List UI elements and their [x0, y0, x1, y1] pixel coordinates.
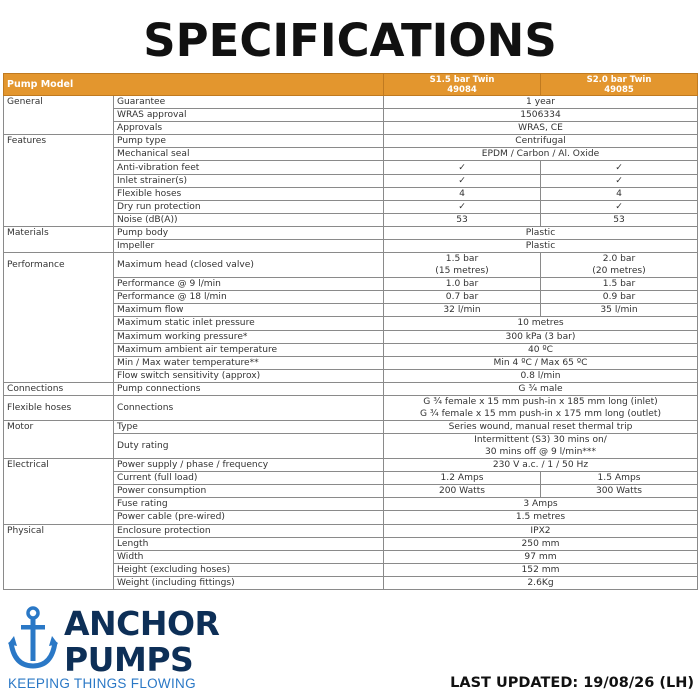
- row-value: [384, 434, 698, 459]
- row-value: 1.5 metres: [384, 511, 698, 524]
- group-connections: Connections: [4, 382, 114, 395]
- check-icon: ✓: [541, 161, 698, 174]
- variant-2-name: S2.0 bar Twin: [586, 74, 652, 85]
- row-value: 152 mm: [384, 563, 698, 576]
- check-icon: ✓: [384, 200, 541, 213]
- row-label: Weight (including fittings): [114, 576, 384, 589]
- row-label: Current (full load): [114, 472, 384, 485]
- row-label: Type: [114, 420, 384, 433]
- row-label: Maximum static inlet pressure: [114, 317, 384, 330]
- table-row: [4, 135, 698, 148]
- group-features: Features: [4, 135, 114, 227]
- pump-model-header: Pump Model: [4, 74, 384, 96]
- row-label: Pump body: [114, 226, 384, 239]
- row-value: 1 year: [384, 96, 698, 109]
- row-value-v2: 0.9 bar: [541, 291, 698, 304]
- row-label: Inlet strainer(s): [114, 174, 384, 187]
- row-label: Flow switch sensitivity (approx): [114, 369, 384, 382]
- row-value: Min 4 ºC / Max 65 ºC: [384, 356, 698, 369]
- row-label: Power supply / phase / frequency: [114, 459, 384, 472]
- row-label: Dry run protection: [114, 200, 384, 213]
- row-value: 2.6Kg: [384, 576, 698, 589]
- row-label: Performance @ 9 l/min: [114, 278, 384, 291]
- row-value: 1506334: [384, 109, 698, 122]
- row-value: 97 mm: [384, 550, 698, 563]
- variant-2-code: 49085: [604, 84, 634, 95]
- row-label: Width: [114, 550, 384, 563]
- group-general: General: [4, 96, 114, 135]
- row-value-v2: 1.5 bar: [541, 278, 698, 291]
- group-electrical: Electrical: [4, 459, 114, 524]
- table-row: [4, 96, 698, 109]
- row-value: Centrifugal: [384, 135, 698, 148]
- row-value-v1: [384, 253, 541, 278]
- table-row: [4, 226, 698, 239]
- row-label: Length: [114, 537, 384, 550]
- row-value-v1: 53: [384, 213, 541, 226]
- last-updated: LAST UPDATED: 19/08/26 (LH): [450, 675, 694, 691]
- row-value: 0.8 l/min: [384, 369, 698, 382]
- brand-name-line-1: ANCHOR: [64, 604, 220, 643]
- row-label: Guarantee: [114, 96, 384, 109]
- row-value-v1: 200 Watts: [384, 485, 541, 498]
- row-label: Noise (dB(A)): [114, 213, 384, 226]
- row-label: Maximum working pressure*: [114, 330, 384, 343]
- row-label: Power cable (pre-wired): [114, 511, 384, 524]
- row-label: Performance @ 18 l/min: [114, 291, 384, 304]
- row-label: Anti-vibration feet: [114, 161, 384, 174]
- row-value: Series wound, manual reset thermal trip: [384, 420, 698, 433]
- row-value: EPDM / Carbon / Al. Oxide: [384, 148, 698, 161]
- table-row: [4, 382, 698, 395]
- table-row: [4, 278, 698, 291]
- variant-2-header: [541, 74, 698, 96]
- row-value: 3 Amps: [384, 498, 698, 511]
- row-value: [384, 395, 698, 420]
- table-row: [4, 395, 698, 420]
- row-value-v2: 35 l/min: [541, 304, 698, 317]
- row-value-v2: 1.5 Amps: [541, 472, 698, 485]
- variant-1-header: [384, 74, 541, 96]
- group-performance: Performance: [4, 253, 114, 278]
- group-flexible-hoses: Flexible hoses: [4, 395, 114, 420]
- max-head-v1-metres: (15 metres): [435, 266, 489, 277]
- row-label: Mechanical seal: [114, 148, 384, 161]
- row-label: Maximum head (closed valve): [114, 253, 384, 278]
- row-value-v2: 4: [541, 187, 698, 200]
- row-value: Plastic: [384, 226, 698, 239]
- variant-1-name: S1.5 bar Twin: [429, 74, 495, 85]
- specifications-table: [3, 73, 698, 590]
- group-motor: Motor: [4, 420, 114, 458]
- hose-outlet: G ¾ female x 15 mm push-in x 175 mm long (outlet): [419, 408, 662, 419]
- group-materials: Materials: [4, 226, 114, 252]
- row-label: Maximum flow: [114, 304, 384, 317]
- table-row: [4, 253, 698, 278]
- row-value-v1: 4: [384, 187, 541, 200]
- page-title: SPECIFICATIONS: [143, 14, 557, 67]
- row-label: Enclosure protection: [114, 524, 384, 537]
- anchor-pumps-logo: [8, 602, 248, 694]
- row-label: Duty rating: [114, 434, 384, 459]
- duty-line-2: 30 mins off @ 9 l/min***: [485, 447, 596, 458]
- max-head-v2-bar: 2.0 bar: [602, 254, 636, 265]
- table-row: [4, 524, 698, 537]
- anchor-icon: [8, 606, 58, 672]
- row-label: Height (excluding hoses): [114, 563, 384, 576]
- row-label: Maximum ambient air temperature: [114, 343, 384, 356]
- row-label: Min / Max water temperature**: [114, 356, 384, 369]
- row-value-v1: 0.7 bar: [384, 291, 541, 304]
- row-value: 230 V a.c. / 1 / 50 Hz: [384, 459, 698, 472]
- row-value: 250 mm: [384, 537, 698, 550]
- table-row: [4, 420, 698, 433]
- duty-line-1: Intermittent (S3) 30 mins on/: [474, 435, 607, 446]
- brand-name-line-2: PUMPS: [64, 640, 194, 679]
- row-value-v2: 300 Watts: [541, 485, 698, 498]
- max-head-v2-metres: (20 metres): [592, 266, 646, 277]
- row-label: Flexible hoses: [114, 187, 384, 200]
- group-physical: Physical: [4, 524, 114, 589]
- row-label: Connections: [114, 395, 384, 420]
- row-value-v2: [541, 253, 698, 278]
- row-value: G ¾ male: [384, 382, 698, 395]
- hose-inlet: G ¾ female x 15 mm push-in x 185 mm long (inlet): [423, 396, 658, 407]
- row-value: 10 metres: [384, 317, 698, 330]
- variant-1-code: 49084: [447, 84, 477, 95]
- max-head-v1-bar: 1.5 bar: [445, 254, 479, 265]
- check-icon: ✓: [384, 174, 541, 187]
- row-label: Pump connections: [114, 382, 384, 395]
- table-row: [4, 459, 698, 472]
- row-label: Fuse rating: [114, 498, 384, 511]
- check-icon: ✓: [541, 200, 698, 213]
- row-label: Approvals: [114, 122, 384, 135]
- row-value-v1: 32 l/min: [384, 304, 541, 317]
- row-label: Pump type: [114, 135, 384, 148]
- row-value: WRAS, CE: [384, 122, 698, 135]
- row-value-v2: 53: [541, 213, 698, 226]
- row-label: Impeller: [114, 240, 384, 253]
- row-value-v1: 1.2 Amps: [384, 472, 541, 485]
- brand-tagline: KEEPING THINGS FLOWING: [8, 676, 196, 691]
- group-performance-cont: [4, 278, 114, 383]
- row-label: Power consumption: [114, 485, 384, 498]
- check-icon: ✓: [384, 161, 541, 174]
- table-header-row: [4, 74, 698, 96]
- row-value: Plastic: [384, 240, 698, 253]
- row-value: 300 kPa (3 bar): [384, 330, 698, 343]
- row-value: 40 ºC: [384, 343, 698, 356]
- row-value-v1: 1.0 bar: [384, 278, 541, 291]
- row-label: WRAS approval: [114, 109, 384, 122]
- row-value: IPX2: [384, 524, 698, 537]
- check-icon: ✓: [541, 174, 698, 187]
